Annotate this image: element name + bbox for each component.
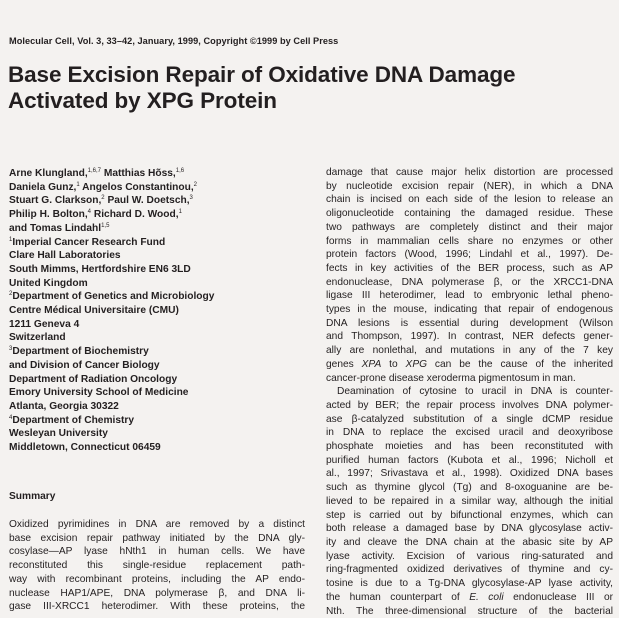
affiliation-mark: 3 (9, 346, 12, 352)
affiliation-list (9, 236, 304, 455)
author-name: Richard D. Wood, (91, 209, 179, 220)
affiliation-text: Clare Hall Laboratories (9, 250, 121, 261)
affiliation-text: Emory University School of Medicine (9, 387, 188, 398)
text-line: endonuclease, DNA polymerase β, or the XRCC1-DNA (326, 276, 613, 290)
author-name: and Tomas Lindahl (9, 223, 101, 234)
affiliation-line (9, 318, 304, 332)
author-affiliation-mark: 1 (76, 182, 79, 188)
affiliation-line (9, 441, 304, 455)
text-line: way with recombinant proteins, including the AP endo- (9, 573, 305, 587)
affiliation-line (9, 277, 304, 291)
affiliation-line (9, 400, 304, 414)
affiliation-mark: 4 (9, 415, 12, 421)
affiliation-mark: 2 (9, 291, 12, 297)
author-line (9, 181, 304, 195)
text-line: al., 1997; Srivastava et al., 1998). Oxidized DNA bases (326, 467, 613, 481)
text-line: phosphate moieties and has been reconstituted with (326, 440, 613, 454)
author-name: Daniela Gunz, (9, 182, 76, 193)
author-line (9, 194, 304, 208)
text-line: both release a damaged base by DNA glycosylase activ- (326, 522, 613, 536)
affiliation-text: Middletown, Connecticut 06459 (9, 442, 161, 453)
author-line (9, 167, 304, 181)
article-title (8, 62, 608, 114)
affiliation-mark: 1 (9, 237, 12, 243)
text-line: ring-fragmented oxidized derivatives of thymine and cy- (326, 563, 613, 577)
author-name: Philip H. Bolton, (9, 209, 88, 220)
text-line: DNA lesions is essential during development (Wilson (326, 317, 613, 331)
title-line: Base Excision Repair of Oxidative DNA Damage (8, 62, 608, 88)
text-line: types in the mouse, indicating that repair of endogenous (326, 303, 613, 317)
affiliation-line (9, 249, 304, 263)
affiliation-text: Department of Chemistry (12, 415, 134, 426)
affiliation-line (9, 373, 304, 387)
affiliation-text: Centre Médical Universitaire (CMU) (9, 305, 179, 316)
text-line: oligonucleotide containing the damaged residue. These (326, 207, 613, 221)
author-affiliation-mark: 2 (194, 182, 197, 188)
text-line: two pathways are completely distinct and their major (326, 221, 613, 235)
text-line: cancer-prone disease xeroderma pigmentosum in man. (326, 372, 613, 386)
text-line: Nth. The three-dimensional structure of the bacterial (326, 605, 613, 618)
left-column (9, 167, 304, 455)
text-line: base excision repair pathway initiated by the DNA gly- (9, 532, 305, 546)
text-line: ally are nonlethal, and mutations in any of the 7 key (326, 344, 613, 358)
author-name: Paul W. Doetsch, (105, 195, 190, 206)
author-affiliation-mark: 2 (101, 195, 104, 201)
title-line: Activated by XPG Protein (8, 88, 608, 114)
affiliation-text: Department of Radiation Oncology (9, 374, 177, 385)
author-affiliation-mark: 4 (88, 209, 91, 215)
text-line: and Thompson, 1997). In contrast, NER defects gener- (326, 330, 613, 344)
author-affiliation-mark: 1,6,7 (88, 168, 101, 174)
text-line: ity and cleave the DNA chain at the abasic site by AP (326, 536, 613, 550)
right-column-body (326, 166, 613, 618)
text-line: in DNA to replace the excised uracil and deoxyribose (326, 426, 613, 440)
text-line: tosine is due to a Tg-DNA glycosylase-AP lyase activity, (326, 577, 613, 591)
summary-body (9, 518, 305, 614)
affiliation-text: United Kingdom (9, 278, 88, 289)
text-line: purified human factors (Kubota et al., 1996; Nicholl et (326, 454, 613, 468)
affiliation-line (9, 290, 304, 304)
affiliation-text: Switzerland (9, 332, 66, 343)
author-line (9, 222, 304, 236)
affiliation-line (9, 345, 304, 359)
affiliation-text: South Mimms, Hertfordshire EN6 3LD (9, 264, 191, 275)
text-line: acted by BER; the repair process involves DNA polymer- (326, 399, 613, 413)
affiliation-text: Department of Biochemistry (12, 346, 148, 357)
summary-heading: Summary (9, 491, 55, 502)
affiliation-line (9, 414, 304, 428)
affiliation-line (9, 359, 304, 373)
author-list (9, 167, 304, 236)
text-line: reconstituted this single-residue replacement path- (9, 559, 305, 573)
affiliation-line (9, 427, 304, 441)
affiliation-text: 1211 Geneva 4 (9, 319, 79, 330)
author-affiliation-mark: 3 (190, 195, 193, 201)
journal-citation: Molecular Cell, Vol. 3, 33–42, January, 1999, Copyright ©1999 by Cell Press (9, 36, 338, 46)
text-line: protein factors (Wood, 1996; Lindahl et al., 1997). De- (326, 248, 613, 262)
text-line: such as thymine glycol (Tg) and 8-oxoguanine are be- (326, 481, 613, 495)
text-line: ligase III heterodimer, lead to embryonic lethal pheno- (326, 289, 613, 303)
author-name: Matthias Hõss, (101, 168, 176, 179)
text-line: chain is incised on each side of the lesion to release an (326, 193, 613, 207)
affiliation-line (9, 331, 304, 345)
text-line: Deamination of cytosine to uracil in DNA is counter- (326, 385, 613, 399)
text-line: by nucleotide excision repair (NER), in which a DNA (326, 180, 613, 194)
affiliation-text: Department of Genetics and Microbiology (12, 291, 214, 302)
text-line: nuclease HAP1/APE, DNA polymerase β, and DNA li- (9, 587, 305, 601)
author-affiliation-mark: 1,5 (101, 223, 109, 229)
text-line: step is carried out by bifunctional enzymes, which can (326, 509, 613, 523)
affiliation-line (9, 236, 304, 250)
author-affiliation-mark: 1 (179, 209, 182, 215)
text-line: forms in mammalian cells share no enzymes or other (326, 235, 613, 249)
text-line: fects in key activities of the BER process, such as AP (326, 262, 613, 276)
text-line: damage that cause major helix distortion are processed (326, 166, 613, 180)
affiliation-text: and Division of Cancer Biology (9, 360, 160, 371)
text-line: lieved to be repaired in a similar way, although the initial (326, 495, 613, 509)
text-line: Oxidized pyrimidines in DNA are removed by a distinct (9, 518, 305, 532)
affiliation-text: Wesleyan University (9, 428, 108, 439)
affiliation-line (9, 263, 304, 277)
author-name: Stuart G. Clarkson, (9, 195, 101, 206)
text-line: the human counterpart of E. coli endonuclease III or (326, 591, 613, 605)
affiliation-line (9, 386, 304, 400)
author-name: Angelos Constantinou, (80, 182, 194, 193)
text-line: cosylase—AP lyase hNth1 in human cells. We have (9, 545, 305, 559)
author-affiliation-mark: 1,6 (176, 168, 184, 174)
text-line: genes XPA to XPG can be the cause of the inherited (326, 358, 613, 372)
text-line: gase III-XRCC1 heterodimer. With these proteins, the (9, 600, 305, 614)
affiliation-text: Imperial Cancer Research Fund (12, 237, 165, 248)
author-name: Arne Klungland, (9, 168, 88, 179)
text-line: lyase activity. Excision of various ring-saturated and (326, 550, 613, 564)
author-line (9, 208, 304, 222)
affiliation-line (9, 304, 304, 318)
text-line: ase β-catalyzed substitution of a single dCMP residue (326, 413, 613, 427)
affiliation-text: Atlanta, Georgia 30322 (9, 401, 119, 412)
